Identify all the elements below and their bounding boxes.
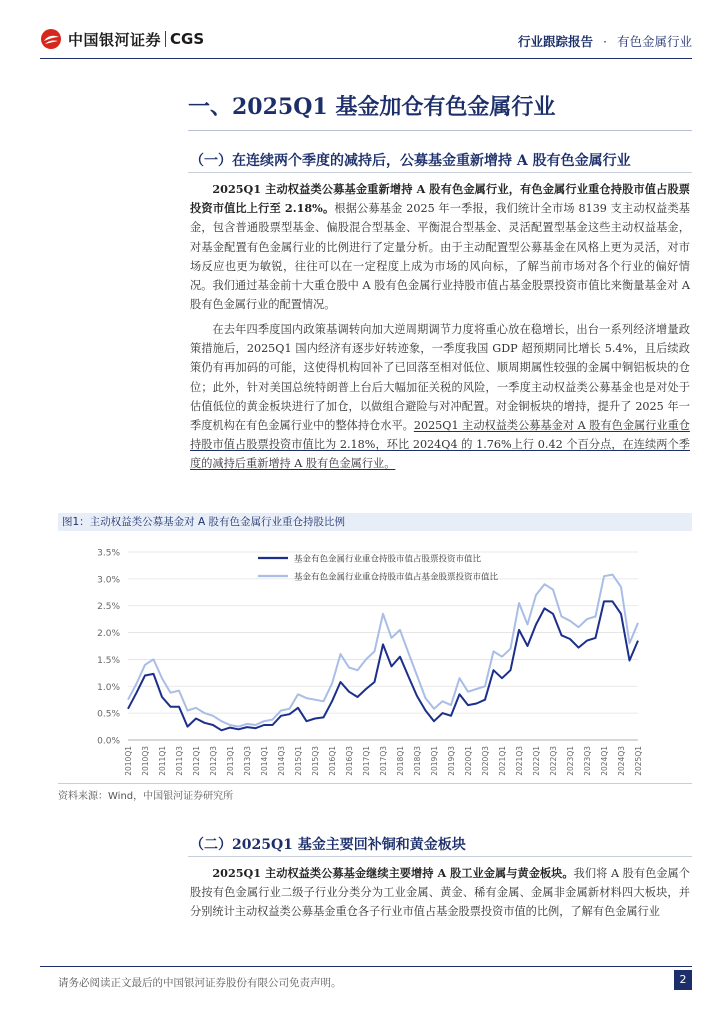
x-tick-label: 2019Q1 xyxy=(430,746,439,776)
paragraph-3-lead: 2025Q1 主动权益类公募基金继续主要增持 A 股工业金属与黄金板块。 xyxy=(212,866,574,880)
x-tick-label: 2025Q1 xyxy=(634,746,643,776)
x-tick-label: 2017Q1 xyxy=(362,746,371,776)
y-tick-label: 2.5% xyxy=(97,602,120,613)
x-tick-label: 2014Q1 xyxy=(260,746,269,776)
figure-caption: 图1：主动权益类公募基金对 A 股有色金属行业重仓持股比例 xyxy=(58,513,692,531)
x-tick-label: 2023Q3 xyxy=(583,746,592,776)
subsection-title-1: （一）在连续两个季度的减持后，公募基金重新增持 A 股有色金属行业 xyxy=(190,153,631,169)
paragraph-2-body: 在去年四季度国内政策基调转向加大逆周期调节力度将重心放在稳增长，出台一系列经济增量政策措施后，2025Q1 国内经济有逐步好转迹象，一季度我国 GDP 超预期同比增长 5.4%，且后续政策仍有再加码的可能，这使得机构回补了已回落至相对低位、顺周期属性较强的金属中铜铝板块的仓位；此外，针对美国总统特朗普上台后大幅加征关税的风险，一季度主动权益类公募基金也是对处于估值低位的黄金板块进行了加仓，以做组合避险与对冲配置。对金铜板块的增持，提升了 2025 年一季度机构在有色金属行业中的整体持仓水平。 xyxy=(190,323,690,433)
y-tick-label: 1.5% xyxy=(97,655,120,666)
x-tick-label: 2018Q1 xyxy=(396,746,405,776)
page-header xyxy=(0,0,724,62)
y-tick-label: 3.5% xyxy=(97,548,120,559)
series-line-holding-ratio xyxy=(128,601,638,730)
x-tick-label: 2020Q3 xyxy=(481,746,490,776)
logo-text-en: CGS xyxy=(170,30,205,48)
y-tick-label: 2.0% xyxy=(97,629,120,640)
x-tick-label: 2012Q1 xyxy=(192,746,201,776)
x-tick-label: 2021Q3 xyxy=(515,746,524,776)
x-tick-label: 2024Q3 xyxy=(617,746,626,776)
x-tick-label: 2022Q1 xyxy=(532,746,541,776)
paragraph-1-lead: 2025Q1 主动权益类公募基金重新增持 A 股有色金属行业，有色金属行业重仓持股市值占股票投资市值比上行至 2.18%。 xyxy=(190,182,690,216)
x-tick-label: 2021Q1 xyxy=(498,746,507,776)
x-tick-label: 2010Q3 xyxy=(141,746,150,776)
subsection-rule-1 xyxy=(188,172,692,173)
chart-y-ticks xyxy=(97,549,120,747)
report-type: 行业跟踪报告 xyxy=(518,34,594,49)
x-tick-label: 2024Q1 xyxy=(600,746,609,776)
x-tick-label: 2016Q3 xyxy=(345,746,354,776)
header-report-info xyxy=(518,32,692,50)
x-tick-label: 2013Q3 xyxy=(243,746,252,776)
chart-x-ticks xyxy=(124,746,643,776)
x-tick-label: 2011Q3 xyxy=(175,746,184,776)
paragraph-3-body: 我们将 A 股有色金属个股按有色金属行业二级子行业分类分为工业金属、黄金、稀有金属、金属非金属新材料四大板块，并分别统计主动权益类公募基金重仓各子行业市值占基金股票投资市值的比例，了解有色金属行业 xyxy=(190,867,690,919)
footer-divider xyxy=(40,966,692,967)
paragraph-1-body: 根据公募基金 2025 年一季报，我们统计全市场 8139 支主动权益类基金，包含普通股票型基金、偏股混合型基金、平衡混合型基金、灵活配置型基金这些主动权益基金，对基金配置有色金属行业的比例进行了定量分析。由于主动配置型公募基金在风格上更为灵活，对市场反应也更为敏锐，往往可以在一定程度上成为市场的风向标，了解当前市场对各个行业的偏好情况。我们通过基金前十大重仓股中 A 股有色金属行业持股市值占基金股票投资市值比来衡量基金对 A 股有色金属行业的配置情况。 xyxy=(190,202,690,312)
x-tick-label: 2023Q1 xyxy=(566,746,575,776)
x-tick-label: 2014Q3 xyxy=(277,746,286,776)
legend-label: 基金有色金属行业重仓持股市值占基金股票投资市值比 xyxy=(294,572,499,583)
header-divider xyxy=(40,58,692,59)
galaxy-logo-icon xyxy=(40,28,62,50)
x-tick-label: 2013Q1 xyxy=(226,746,235,776)
series-line-fund-stock-ratio xyxy=(128,575,638,727)
x-tick-label: 2017Q3 xyxy=(379,746,388,776)
y-tick-label: 0.5% xyxy=(97,709,120,720)
chart-lines xyxy=(128,575,638,731)
figure-source: 资料来源：Wind，中国银河证券研究所 xyxy=(58,791,234,802)
company-logo xyxy=(40,28,204,50)
section-title-rule xyxy=(188,130,692,131)
x-tick-label: 2010Q1 xyxy=(124,746,133,776)
page-number: 2 xyxy=(674,970,692,990)
y-tick-label: 0.0% xyxy=(97,736,120,747)
subsection-rule-2 xyxy=(188,856,692,857)
x-tick-label: 2015Q1 xyxy=(294,746,303,776)
x-tick-label: 2022Q3 xyxy=(549,746,558,776)
paragraph-2-highlight: 2025Q1 主动权益类公募基金对 A 股有色金属行业重仓持股市值占股票投资市值比为 2.18%，环比 2024Q4 的 1.76%上行 0.42 个百分点，在连续两个季度的减持后重新增持 A 股有色金属行业。 xyxy=(190,419,690,471)
industry-name: 有色金属行业 xyxy=(616,34,692,49)
paragraph-2 xyxy=(190,320,690,474)
y-tick-label: 1.0% xyxy=(97,682,120,693)
chart-legend xyxy=(258,554,499,583)
x-tick-label: 2016Q1 xyxy=(328,746,337,776)
y-tick-label: 3.0% xyxy=(97,575,120,586)
footer-disclaimer: 请务必阅读正文最后的中国银河证券股份有限公司免责声明。 xyxy=(58,977,342,989)
paragraph-1 xyxy=(190,180,690,314)
logo-text-cn: 中国银河证券 xyxy=(68,30,162,49)
x-tick-label: 2012Q3 xyxy=(209,746,218,776)
figure-rule xyxy=(58,783,692,784)
section-title: 一、2025Q1 基金加仓有色金属行业 xyxy=(188,94,556,120)
legend-label: 基金有色金属行业重仓持股市值占股票投资市值比 xyxy=(294,554,482,565)
header-separator: · xyxy=(603,34,607,49)
logo-divider xyxy=(165,31,166,47)
x-tick-label: 2018Q3 xyxy=(413,746,422,776)
holding-ratio-chart xyxy=(58,532,692,782)
x-tick-label: 2015Q3 xyxy=(311,746,320,776)
subsection-title-2: （二）2025Q1 基金主要回补铜和黄金板块 xyxy=(190,837,466,853)
paragraph-3 xyxy=(190,864,690,922)
x-tick-label: 2011Q1 xyxy=(158,746,167,776)
x-tick-label: 2019Q3 xyxy=(447,746,456,776)
x-tick-label: 2020Q1 xyxy=(464,746,473,776)
